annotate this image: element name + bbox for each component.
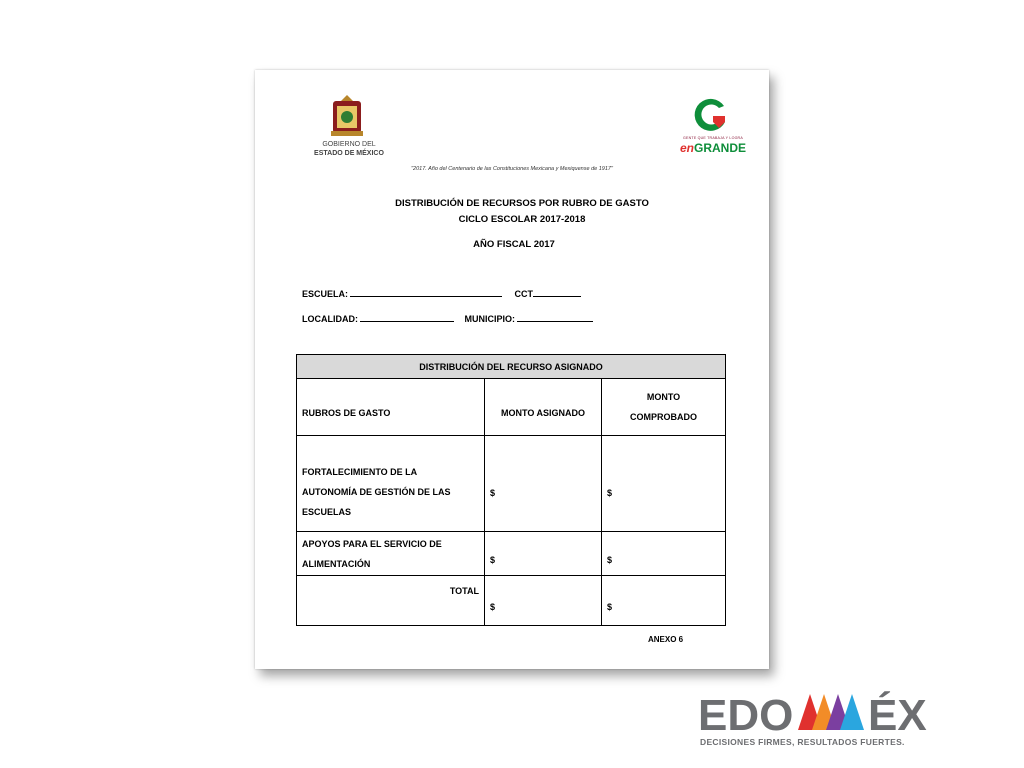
- table-row: [297, 532, 726, 576]
- table-total-row: [297, 576, 726, 626]
- rubro-cell: [297, 436, 485, 532]
- header-comprobado-line1: MONTO: [646, 392, 681, 402]
- gov-line1: GOBIERNO DEL: [322, 141, 376, 148]
- decree-line: "2017. Año del Centenario de las Constituciones Mexicana y Mexiquense de 1917": [411, 166, 613, 172]
- total-comprobado-value: $: [607, 602, 613, 612]
- rubro-cell: [297, 532, 485, 576]
- table-title-row: [297, 355, 726, 379]
- header-asignado: MONTO ASIGNADO: [485, 379, 602, 436]
- comprobado-cell[interactable]: [602, 532, 726, 576]
- rubro-line: APOYOS PARA EL SERVICIO DE: [302, 538, 442, 549]
- cct-blank[interactable]: [533, 288, 581, 297]
- localidad-field: [302, 313, 593, 324]
- table-title: DISTRIBUCIÓN DEL RECURSO ASIGNADO: [297, 355, 726, 379]
- comprobado-value: $: [607, 555, 613, 565]
- document-page: [255, 70, 769, 669]
- title-line3: AÑO FISCAL 2017: [473, 239, 555, 250]
- asignado-value: $: [490, 555, 496, 565]
- engrande-en: en: [679, 141, 694, 155]
- total-asignado-cell[interactable]: [485, 576, 602, 626]
- escuela-label: ESCUELA:: [302, 289, 349, 299]
- header-rubros: RUBROS DE GASTO: [297, 379, 485, 436]
- title-line2: CICLO ESCOLAR 2017-2018: [458, 214, 586, 225]
- asignado-cell[interactable]: [485, 436, 602, 532]
- estado-de-mexico-seal-icon: [327, 93, 367, 139]
- comprobado-value: $: [607, 487, 613, 498]
- escuela-field: [302, 288, 581, 299]
- localidad-label: LOCALIDAD:: [302, 314, 358, 324]
- total-asignado-value: $: [490, 602, 496, 612]
- localidad-blank[interactable]: [360, 313, 454, 322]
- engrande-grande: GRANDE: [694, 141, 747, 155]
- asignado-value: $: [490, 487, 496, 498]
- comprobado-cell[interactable]: [602, 436, 726, 532]
- cct-label: CCT: [514, 289, 534, 299]
- edomex-m-mark-icon: [798, 694, 864, 730]
- rubro-line: ESCUELAS: [302, 506, 352, 517]
- table-row: [297, 436, 726, 532]
- municipio-blank[interactable]: [517, 313, 593, 322]
- asignado-cell[interactable]: [485, 532, 602, 576]
- distribution-table: [296, 354, 726, 626]
- header-comprobado: [602, 379, 726, 436]
- edomex-wordmark-ex: ÉX: [868, 691, 927, 740]
- escuela-blank[interactable]: [350, 288, 502, 297]
- edomex-tagline: DECISIONES FIRMES, RESULTADOS FUERTES.: [700, 737, 905, 747]
- total-label: TOTAL: [297, 576, 485, 626]
- anexo-label: ANEXO 6: [648, 635, 684, 644]
- rubro-line: FORTALECIMIENTO DE LA: [302, 466, 418, 477]
- engrande-wordmark: [673, 142, 753, 154]
- rubro-line: AUTONOMÍA DE GESTIÓN DE LAS: [302, 486, 451, 497]
- rubro-line: ALIMENTACIÓN: [302, 558, 371, 569]
- total-comprobado-cell[interactable]: [602, 576, 726, 626]
- table-header-row: [297, 379, 726, 436]
- header-comprobado-line2: COMPROBADO: [630, 412, 698, 422]
- engrande-g-logo-icon: [689, 94, 733, 136]
- edomex-wordmark-edo: EDO: [698, 691, 794, 740]
- gov-line2: ESTADO DE MÉXICO: [314, 150, 384, 157]
- government-logo-text: [299, 140, 399, 158]
- title-line1: DISTRIBUCIÓN DE RECURSOS POR RUBRO DE GASTO: [395, 198, 649, 209]
- engrande-slogan: GENTE QUE TRABAJA Y LOGRA: [683, 136, 743, 140]
- municipio-label: MUNICIPIO:: [464, 314, 516, 324]
